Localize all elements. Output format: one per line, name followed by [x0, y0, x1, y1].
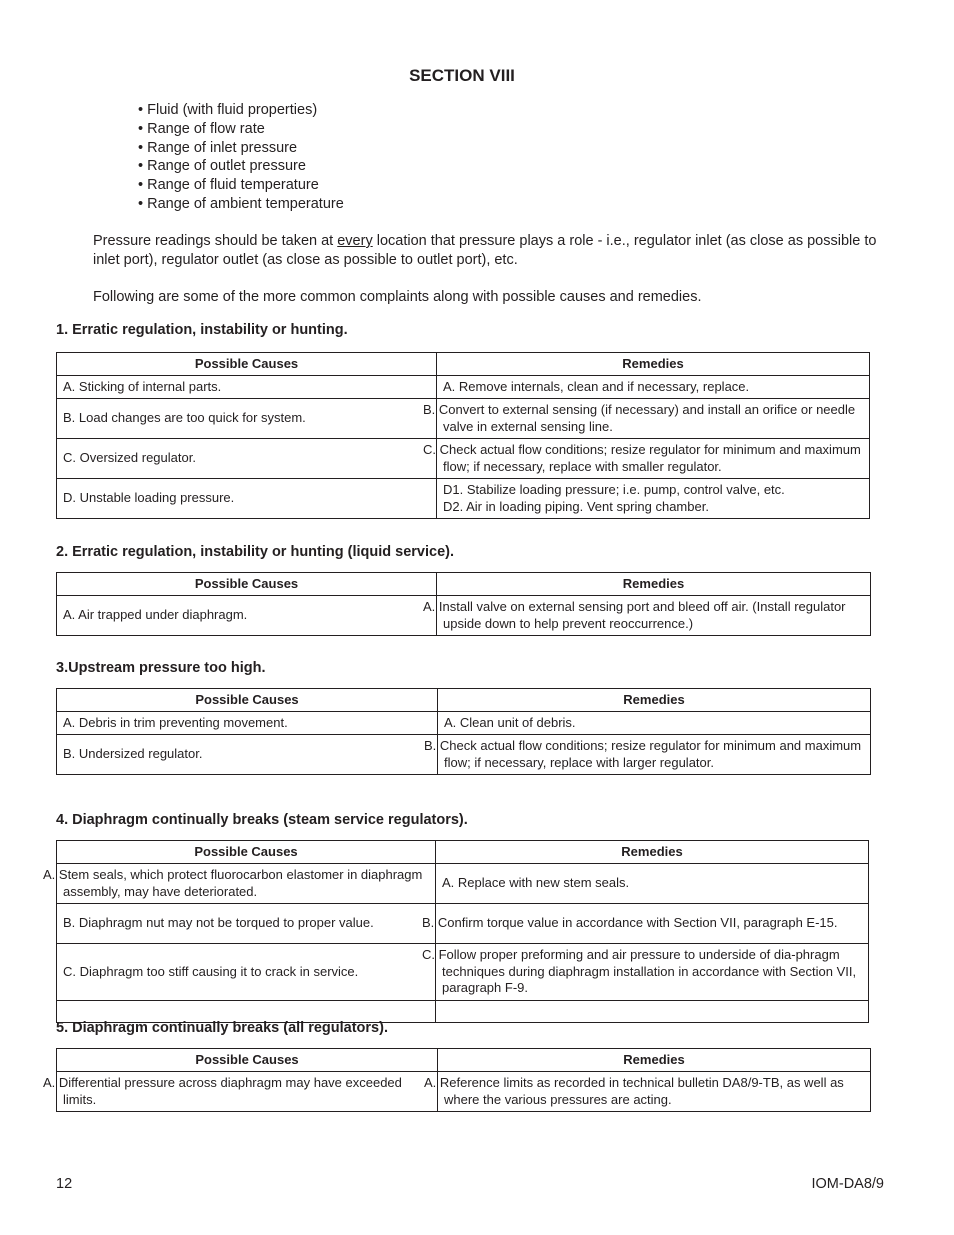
section-heading: 3.Upstream pressure too high. [56, 660, 266, 676]
cause-cell: A. Sticking of internal parts. [57, 376, 437, 399]
page-number: 12 [56, 1176, 73, 1192]
troubleshooting-table [43, 1048, 871, 1112]
bullet-item: • Range of ambient temperature [138, 195, 344, 214]
cause-cell: C. Oversized regulator. [57, 439, 437, 479]
remedy-cell: A. Remove internals, clean and if necessary, replace. [437, 376, 870, 399]
causes-header: Possible Causes [57, 573, 437, 596]
causes-header: Possible Causes [57, 353, 437, 376]
remedy-cell [437, 479, 870, 519]
cause-cell: B. Undersized regulator. [57, 735, 438, 775]
section-heading: 1. Erratic regulation, instability or hunting. [56, 322, 348, 338]
bullet-item: • Range of flow rate [138, 120, 344, 139]
cause-cell: A. Differential pressure across diaphragm may have exceeded limits. [57, 1072, 438, 1112]
cause-cell: D. Unstable loading pressure. [57, 479, 437, 519]
troubleshooting-table [56, 352, 870, 519]
remedy-cell: C. Check actual flow conditions; resize regulator for minimum and maximum flow; if necessary, replace with smaller regulator. [437, 439, 870, 479]
causes-header: Possible Causes [57, 689, 438, 712]
bullet-item: • Range of inlet pressure [138, 139, 344, 158]
remedy-cell: C. Follow proper preforming and air pressure to underside of dia-phragm techniques during diaphragm installation in accordance with Section VII, paragraph F-9. [436, 944, 869, 1001]
section-heading: 2. Erratic regulation, instability or hunting (liquid service). [56, 544, 455, 560]
cause-cell: C. Diaphragm too stiff causing it to crack in service. [57, 944, 436, 1001]
remedy-cell: A. Install valve on external sensing port and bleed off air. (Install regulator upside down to help prevent reoccurrence.) [437, 596, 871, 636]
remedy-cell: A. Clean unit of debris. [438, 712, 871, 735]
intro-paragraph: Following are some of the more common complaints along with possible causes and remedies. [93, 289, 702, 305]
troubleshooting-table [43, 840, 869, 1023]
bullet-item: • Range of outlet pressure [138, 157, 344, 176]
cause-cell: A. Stem seals, which protect fluorocarbon elastomer in diaphragm assembly, may have deteriorated. [57, 864, 436, 904]
cause-cell: B. Diaphragm nut may not be torqued to proper value. [57, 904, 436, 944]
remedy-cell: A. Replace with new stem seals. [436, 864, 869, 904]
troubleshooting-table [56, 572, 871, 636]
cause-cell: A. Debris in trim preventing movement. [57, 712, 438, 735]
document-code: IOM-DA8/9 [811, 1176, 884, 1192]
remedies-header: Remedies [438, 689, 871, 712]
pressure-readings-paragraph [93, 232, 883, 270]
para-emphasis: every [337, 233, 373, 249]
remedy-cell: B. Check actual flow conditions; resize regulator for minimum and maximum flow; if necessary, replace with larger regulator. [438, 735, 871, 775]
remedy-line: D1. Stabilize loading pressure; i.e. pump, control valve, etc. [443, 482, 785, 497]
para-text: location that pressure plays a role - i.e., regulator inlet (as close as possible to inlet port), regulator outlet (as close as possible to outlet port), etc. [93, 233, 877, 268]
bullet-item: • Range of fluid temperature [138, 176, 344, 195]
cause-cell: A. Air trapped under diaphragm. [57, 596, 437, 636]
bullet-item: • Fluid (with fluid properties) [138, 101, 344, 120]
remedy-line: D2. Air in loading piping. Vent spring chamber. [443, 498, 709, 514]
remedies-header: Remedies [436, 841, 869, 864]
empty-remedy-cell [436, 1001, 869, 1023]
causes-header: Possible Causes [57, 1049, 438, 1072]
remedy-cell: B. Convert to external sensing (if necessary) and install an orifice or needle valve in external sensing line. [437, 399, 870, 439]
remedies-header: Remedies [437, 573, 871, 596]
cause-cell: B. Load changes are too quick for system. [57, 399, 437, 439]
para-text: Pressure readings should be taken at [93, 233, 338, 249]
causes-header: Possible Causes [57, 841, 436, 864]
remedies-header: Remedies [437, 353, 870, 376]
bullet-list [138, 101, 344, 214]
troubleshooting-table [56, 688, 871, 775]
remedies-header: Remedies [438, 1049, 871, 1072]
section-heading: 4. Diaphragm continually breaks (steam service regulators). [56, 812, 468, 828]
remedy-cell: B. Confirm torque value in accordance with Section VII, paragraph E-15. [436, 904, 869, 944]
section-title: SECTION VIII [409, 66, 515, 85]
remedy-cell: A. Reference limits as recorded in technical bulletin DA8/9-TB, as well as where the various pressures are acting. [438, 1072, 871, 1112]
section-heading: 5. Diaphragm continually breaks (all regulators). [56, 1020, 388, 1036]
